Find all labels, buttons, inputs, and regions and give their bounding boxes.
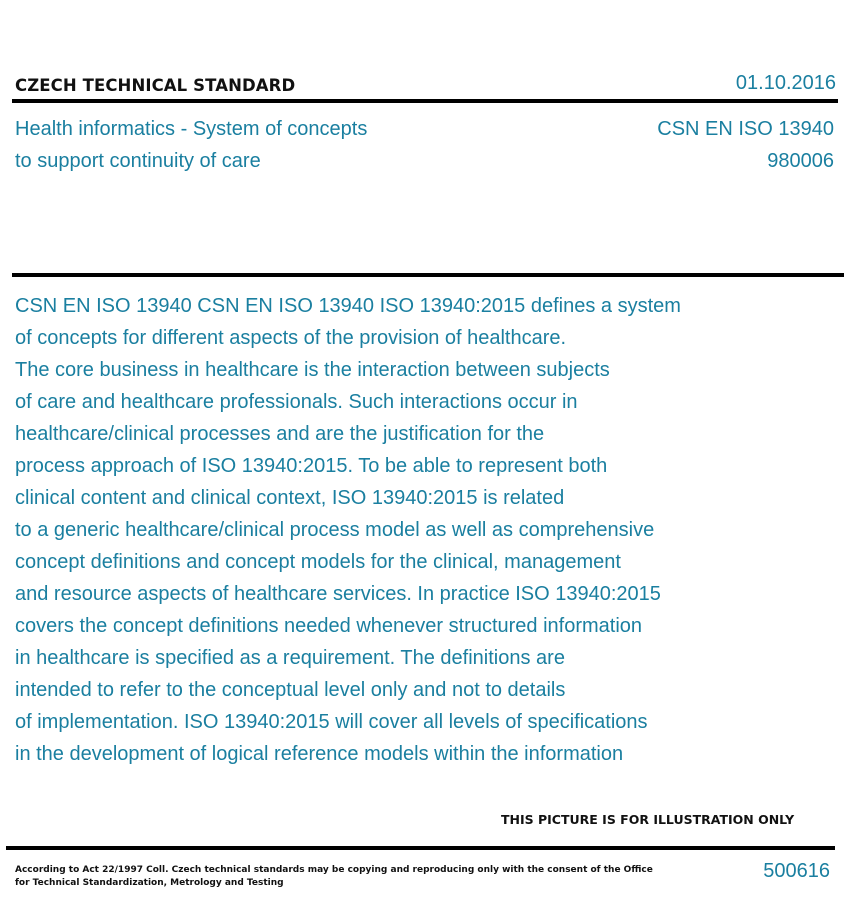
standard-title-line-1: Health informatics - System of concepts bbox=[15, 118, 368, 140]
publication-date: 01.10.2016 bbox=[735, 72, 836, 94]
abstract-line: covers the concept definitions needed whenever structured information bbox=[15, 615, 643, 637]
title-divider bbox=[12, 273, 844, 277]
abstract-text bbox=[15, 290, 855, 770]
copyright-notice-line: According to Act 22/1997 Coll. Czech technical standards may be copying and reproducing only with the consent of the Office bbox=[15, 865, 653, 875]
copyright-notice bbox=[15, 864, 653, 890]
abstract-line: healthcare/clinical processes and are the justification for the bbox=[15, 423, 545, 445]
abstract-line: of concepts for different aspects of the provision of healthcare. bbox=[15, 327, 567, 349]
abstract-line: in the development of logical reference models within the information bbox=[15, 743, 624, 765]
illustration-disclaimer: THIS PICTURE IS FOR ILLUSTRATION ONLY bbox=[501, 812, 795, 827]
abstract-line: intended to refer to the conceptual level only and not to details bbox=[15, 679, 566, 701]
abstract-line: clinical content and clinical context, ISO 13940:2015 is related bbox=[15, 487, 565, 509]
footer-code: 500616 bbox=[763, 860, 830, 882]
abstract-line: and resource aspects of healthcare services. In practice ISO 13940:2015 bbox=[15, 583, 661, 605]
document-type-label: CZECH TECHNICAL STANDARD bbox=[15, 76, 296, 95]
abstract-line: in healthcare is specified as a requirement. The definitions are bbox=[15, 647, 565, 669]
standard-title-line-2: to support continuity of care bbox=[15, 150, 261, 172]
abstract-line: CSN EN ISO 13940 CSN EN ISO 13940 ISO 13940:2015 defines a system bbox=[15, 295, 681, 317]
abstract-line: to a generic healthcare/clinical process model as well as comprehensive bbox=[15, 519, 655, 541]
header-divider bbox=[12, 99, 838, 103]
standard-code: CSN EN ISO 13940 bbox=[657, 118, 834, 140]
abstract-line: of implementation. ISO 13940:2015 will cover all levels of specifications bbox=[15, 711, 648, 733]
footer-divider bbox=[6, 846, 835, 850]
abstract-line: concept definitions and concept models for the clinical, management bbox=[15, 551, 621, 573]
copyright-notice-line: for Technical Standardization, Metrology and Testing bbox=[15, 878, 284, 888]
abstract-line: of care and healthcare professionals. Such interactions occur in bbox=[15, 391, 578, 413]
classification-number: 980006 bbox=[767, 150, 834, 172]
abstract-line: process approach of ISO 13940:2015. To be able to represent both bbox=[15, 455, 608, 477]
abstract-line: The core business in healthcare is the interaction between subjects bbox=[15, 359, 610, 381]
